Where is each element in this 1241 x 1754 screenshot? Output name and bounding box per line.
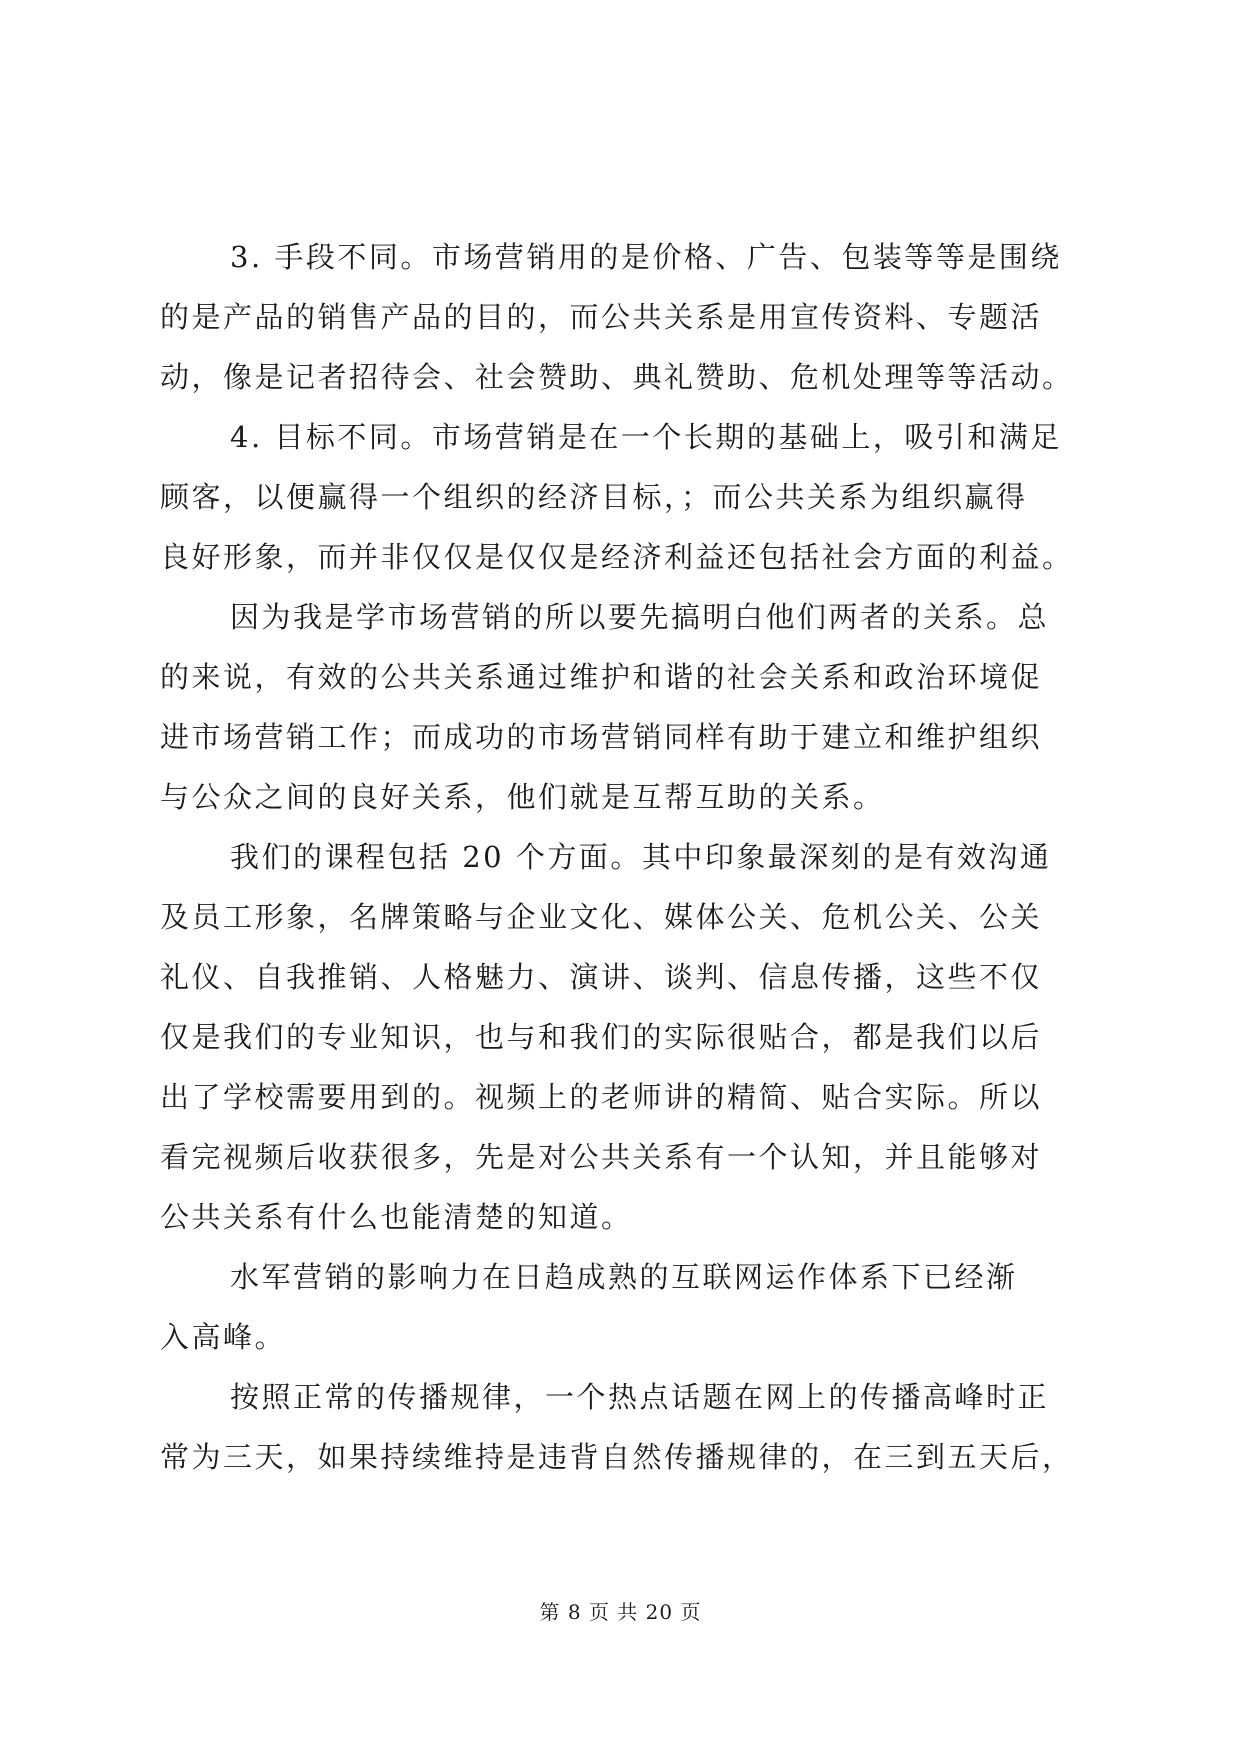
text-line: 进市场营销工作；而成功的市场营销同样有助于建立和维护组织 [160,720,1043,754]
paragraph [160,587,1090,827]
text-line: 动，像是记者招待会、社会赞助、典礼赞助、危机处理等等活动。 [160,360,1074,394]
text-line: 出了学校需要用到的。视频上的老师讲的精简、贴合实际。所以 [160,1080,1043,1114]
text-line: 4. 目标不同。市场营销是在一个长期的基础上，吸引和满足 [230,420,1062,454]
paragraph [160,1247,1090,1367]
text-line: 仅是我们的专业知识，也与和我们的实际很贴合，都是我们以后 [160,1020,1043,1054]
page-footer: 第 8 页 共 20 页 [539,1600,702,1624]
text-line: 我们的课程包括 20 个方面。其中印象最深刻的是有效沟通 [230,840,1052,874]
text-line: 看完视频后收获很多，先是对公共关系有一个认知，并且能够对 [160,1140,1043,1174]
text-line: 水军营销的影响力在日趋成熟的互联网运作体系下已经渐 [230,1260,1018,1294]
paragraph [160,827,1090,1247]
text-line: 与公众之间的良好关系，他们就是互帮互助的关系。 [160,780,885,814]
paragraph [160,227,1090,407]
paragraph [160,1367,1090,1487]
document-body [160,227,1090,1487]
text-line: 的是产品的销售产品的目的，而公共关系是用宣传资料、专题活 [160,300,1043,334]
text-line: 良好形象，而并非仅仅是仅仅是经济利益还包括社会方面的利益。 [160,540,1074,574]
text-line: 入高峰。 [160,1320,287,1354]
paragraph [160,407,1090,587]
text-line: 顾客，以便赢得一个组织的经济目标，；而公共关系为组织赢得 [160,480,1028,514]
text-line: 及员工形象，名牌策略与企业文化、媒体公关、危机公关、公关 [160,900,1043,934]
text-line: 因为我是学市场营销的所以要先搞明白他们两者的关系。总 [230,600,1050,634]
text-line: 3. 手段不同。市场营销用的是价格、广告、包装等等是围绕 [230,240,1062,274]
text-line: 的来说，有效的公共关系通过维护和谐的社会关系和政治环境促 [160,660,1043,694]
text-line: 公共关系有什么也能清楚的知道。 [160,1200,633,1234]
text-line: 按照正常的传播规律，一个热点话题在网上的传播高峰时正 [230,1380,1050,1414]
text-line: 礼仪、自我推销、人格魅力、演讲、谈判、信息传播，这些不仅 [160,960,1043,994]
text-line: 常为三天，如果持续维持是违背自然传播规律的，在三到五天后， [160,1440,1074,1474]
